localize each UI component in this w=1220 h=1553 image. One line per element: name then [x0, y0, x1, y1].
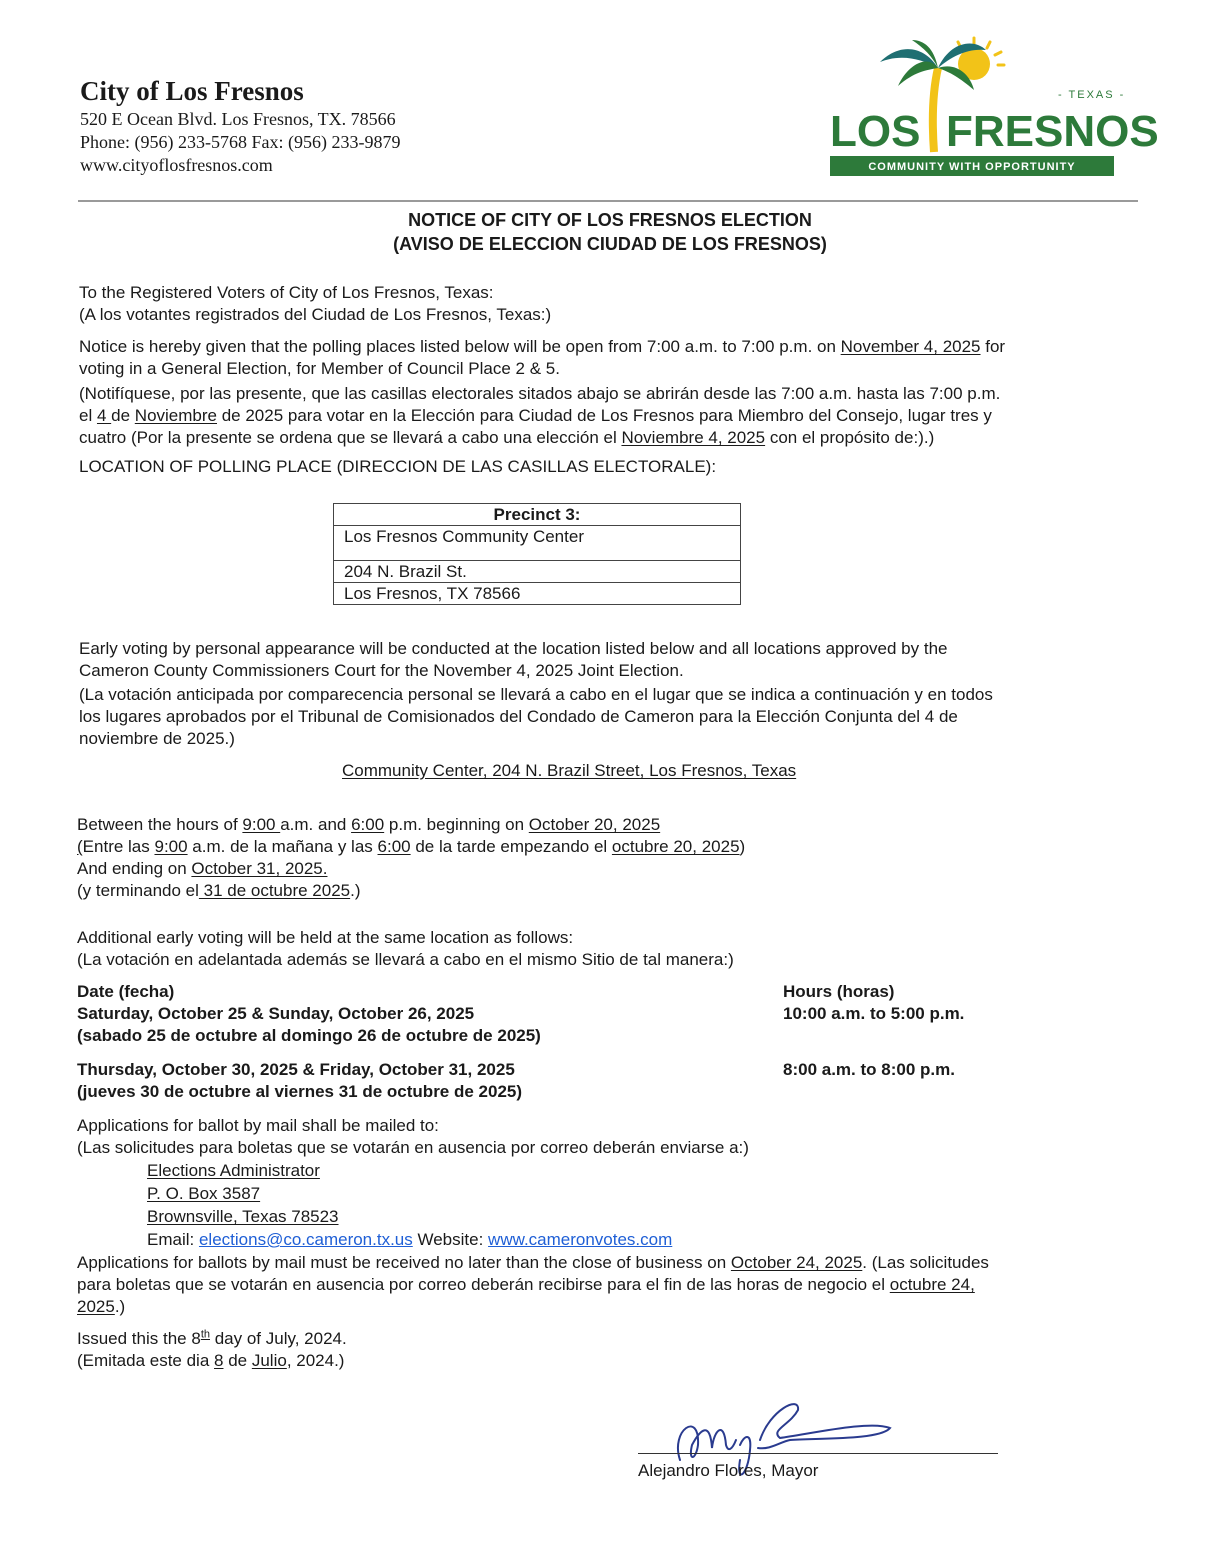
- website-link[interactable]: www.cameronvotes.com: [488, 1230, 673, 1249]
- precinct-name: Los Fresnos Community Center: [334, 526, 741, 561]
- notice-es-line1: (Notifíquese, por las presente, que las casillas electorales sitados abajo se abrirán desde las 7:00 a.m. hasta las 7:00 p.m.: [79, 384, 1001, 403]
- election-date: November 4, 2025: [840, 337, 981, 356]
- precinct-street: 204 N. Brazil St.: [334, 561, 741, 583]
- schedule-row-1-date-es: (sabado 25 de octubre al domingo 26 de octubre de 2025): [77, 1026, 541, 1045]
- notice-es-line2: el 4 de Noviembre de 2025 para votar en la Elección para Ciudad de Los Fresnos para Miembro del Consejo, lugar tres y: [79, 406, 992, 425]
- email-link[interactable]: elections@co.cameron.tx.us: [198, 1230, 413, 1249]
- precinct-header: Precinct 3:: [334, 504, 741, 526]
- mayor-signature: [640, 1390, 940, 1500]
- mail-city: Brownsville, Texas 78523: [147, 1207, 339, 1226]
- early-voting-location: Community Center, 204 N. Brazil Street, Los Fresnos, Texas: [342, 761, 797, 780]
- notice-en-line1: Notice is hereby given that the polling places listed below will be open from 7:00 a.m. to 7:00 p.m. on November 4, 2025 for: [79, 337, 1006, 356]
- mail-contact: Email: elections@co.cameron.tx.us Website: www.cameronvotes.com: [147, 1230, 673, 1249]
- schedule-row-2-date-en: Thursday, October 30, 2025 & Friday, October 31, 2025: [77, 1060, 515, 1079]
- city-address: 520 E Ocean Blvd. Los Fresnos, TX. 78566: [80, 109, 396, 129]
- header-divider: [78, 200, 1138, 202]
- hours-es-line1: (Entre las 9:00 a.m. de la mañana y las 6:00 de la tarde empezando el octubre 20, 2025): [77, 837, 746, 856]
- precinct-city: Los Fresnos, TX 78566: [334, 583, 741, 605]
- letterhead: [80, 76, 400, 177]
- notice-en-line2: voting in a General Election, for Member of Council Place 2 & 5.: [79, 359, 560, 378]
- early-voting-en2: Cameron County Commissioners Court for the November 4, 2025 Joint Election.: [79, 661, 684, 680]
- city-website[interactable]: www.cityoflosfresnos.com: [80, 155, 273, 175]
- issued-en: Issued this the 8th day of July, 2024.: [77, 1328, 347, 1348]
- mail-deadline-line1: Applications for ballots by mail must be received no later than the close of business on October 24, 2025. (Las solicitudes: [77, 1253, 989, 1272]
- schedule-row-2-hours: 8:00 a.m. to 8:00 p.m.: [783, 1060, 955, 1079]
- logo-tagline: COMMUNITY WITH OPPORTUNITY: [868, 161, 1076, 173]
- notice-es-line3: cuatro (Por la presente se ordena que se llevará a cabo una elección el Noviembre 4, 2025 con el propósito de:).): [79, 428, 935, 447]
- hours-en-line1: Between the hours of 9:00 a.m. and 6:00 p.m. beginning on October 20, 2025: [77, 815, 661, 834]
- schedule-row-2-date-es: (jueves 30 de octubre al viernes 31 de octubre de 2025): [77, 1082, 523, 1101]
- mail-deadline-line2: para boletas que se votarán en ausencia por correo deberán recibirse para el fin de las horas de negocio el octubre 24,: [77, 1275, 975, 1294]
- location-heading: LOCATION OF POLLING PLACE (DIRECCION DE LAS CASILLAS ELECTORALE):: [79, 457, 717, 476]
- early-voting-es3: noviembre de 2025.): [79, 729, 235, 748]
- date-column-header: Date (fecha): [77, 982, 175, 1001]
- logo-los: LOS: [830, 107, 921, 156]
- logo-texas: - TEXAS -: [1058, 89, 1126, 101]
- mail-en: Applications for ballot by mail shall be mailed to:: [77, 1116, 439, 1135]
- hours-en-line2: And ending on October 31, 2025.: [77, 859, 328, 878]
- signatory-name: Alejandro Flores, Mayor: [638, 1461, 819, 1480]
- city-phone-fax: Phone: (956) 233-5768 Fax: (956) 233-9879: [80, 132, 401, 152]
- early-voting-en1: Early voting by personal appearance will be conducted at the location listed below and all locations approved by the: [79, 639, 948, 658]
- mail-es: (Las solicitudes para boletas que se votarán en ausencia por correo deberán enviarse a:): [77, 1138, 749, 1157]
- hours-es-line2: (y terminando el 31 de octubre 2025.): [77, 881, 361, 900]
- issued-es: (Emitada este dia 8 de Julio, 2024.): [77, 1351, 345, 1370]
- additional-en: Additional early voting will be held at the same location as follows:: [77, 928, 574, 947]
- mail-po-box: P. O. Box 3587: [147, 1184, 261, 1203]
- mail-deadline-line3: 2025.): [77, 1297, 126, 1316]
- hours-column-header: Hours (horas): [783, 982, 895, 1001]
- additional-es: (La votación en adelantada además se llevará a cabo en el mismo Sitio de tal manera:): [77, 950, 734, 969]
- signature-line: [638, 1453, 998, 1454]
- early-voting-es2: los lugares aprobados por el Tribunal de Comisionados del Condado de Cameron para la Elección Conjunta del 4 de: [79, 707, 958, 726]
- city-name: City of Los Fresnos: [80, 76, 304, 106]
- schedule-row-1-hours: 10:00 a.m. to 5:00 p.m.: [783, 1004, 965, 1023]
- logo-fresnos: FRESNOS: [946, 107, 1159, 156]
- early-voting-es1: (La votación anticipada por comparecencia personal se llevará a cabo en el lugar que se indica a continuación y en todos: [79, 685, 993, 704]
- greeting-es: (A los votantes registrados del Ciudad de Los Fresnos, Texas:): [79, 305, 552, 324]
- los-fresnos-logo: [828, 34, 1159, 178]
- notice-title: NOTICE OF CITY OF LOS FRESNOS ELECTION: [408, 210, 812, 230]
- greeting-en: To the Registered Voters of City of Los Fresnos, Texas:: [79, 283, 494, 302]
- precinct-table: [333, 503, 741, 605]
- mail-admin: Elections Administrator: [147, 1161, 320, 1180]
- notice-title-es: (AVISO DE ELECCION CIUDAD DE LOS FRESNOS): [393, 234, 827, 254]
- schedule-row-1-date-en: Saturday, October 25 & Sunday, October 26, 2025: [77, 1004, 475, 1023]
